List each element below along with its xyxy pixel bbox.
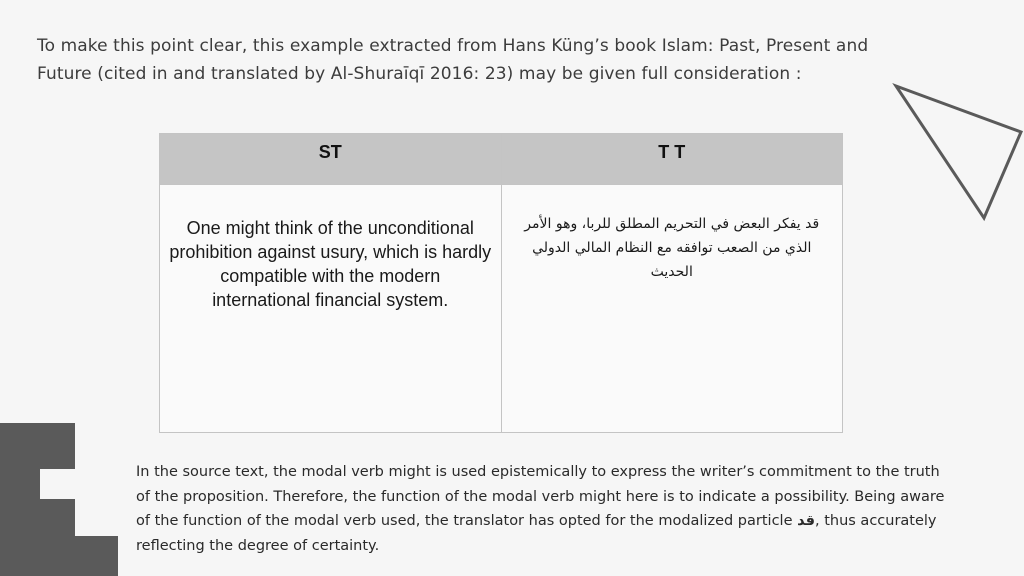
triangle-decoration [890, 80, 1024, 230]
explanation-conclusion: , thus accurately reflecting the degree of certainty. [136, 513, 937, 554]
target-text-cell [501, 185, 843, 433]
explanation-paragraph [136, 460, 946, 558]
explanation-text: In the source text, the modal verb might is used epistemically to express the writer’s commitment to the truth of the proposition. Therefore, the function of the modal verb might here is to indicate a possibility. Being aware of the function of the modal verb used, the translator has opted for the modalized particle [136, 464, 945, 529]
source-text-cell [160, 185, 502, 433]
target-text: قد يفكر البعض في التحريم المطلق للربا، وهو الأمر الذي من الصعب توافقه مع النظام المالي الدولي الحديث [524, 216, 820, 280]
header-tt: T T [501, 134, 843, 185]
translation-table [159, 133, 843, 433]
table-header-row [160, 134, 843, 185]
steps-decoration [0, 423, 118, 576]
modal-particle: قد [797, 513, 815, 529]
table-row [160, 185, 843, 433]
header-st: ST [160, 134, 502, 185]
intro-paragraph: To make this point clear, this example extracted from Hans Küng’s book Islam: Past, Present and Future (cited in and translated by Al-Shuraīqī 2016: 23) may be given full consideration : [37, 36, 869, 84]
source-text: One might think of the unconditional prohibition against usury, which is hardly compatible with the modern international financial system. [169, 218, 492, 310]
